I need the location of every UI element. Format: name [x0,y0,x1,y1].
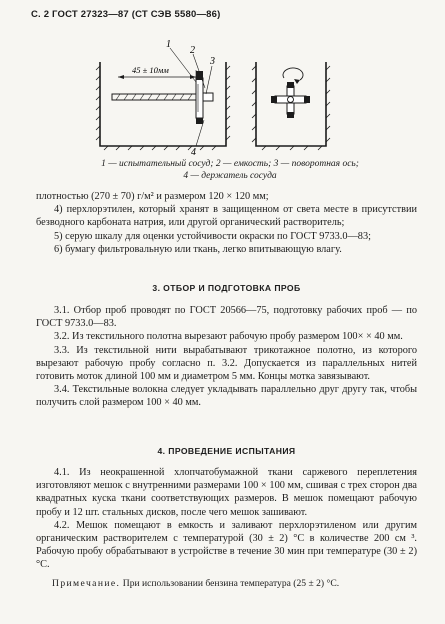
section-3-heading: 3. ОТБОР И ПОДГОТОВКА ПРОБ [152,283,301,293]
right-tank-diagram [252,62,330,150]
callout-3: 3 [210,56,215,67]
caption-line-2: 4 — держатель сосуда [183,171,277,181]
section-4-body [36,466,417,572]
page-header: С. 2 ГОСТ 27323—87 (СТ СЭВ 5580—86) [31,9,221,20]
note [52,578,422,589]
left-tank-diagram [96,39,230,158]
section-4-heading: 4. ПРОВЕДЕНИЕ ИСПЫТАНИЯ [157,446,296,456]
paragraph: 4) перхлорэтилен, который хранят в защищенном от света месте в присутствии безводного карбоната натрия, или другой органический растворитель; [36,204,417,229]
paragraph: 3.1. Отбор проб проводят по ГОСТ 20566—75, подготовку рабочих проб — по ГОСТ 9733.0—83. [36,305,417,330]
note-text: При использовании бензина температура (25 ± 2) °С. [122,578,340,589]
paragraph: 3.4. Текстильные волокна следует укладывать параллельно друг другу так, чтобы получить слой размером 100 × 40 мм. [36,384,417,409]
callout-2: 2 [190,45,195,56]
paragraph: 3.2. Из текстильного полотна вырезают рабочую пробу размером 100× × 40 мм. [54,331,403,343]
apparatus-figure [0,0,445,160]
section-3-body [36,304,417,410]
note-label: Примечание. [52,578,121,589]
paragraph: 4.1. Из неокрашенной хлопчатобумажной ткани саржевого переплетения изготовляют мешок с внутренними размерами 100 × 100 мм, сшивая с трех сторон два квадратных куска ткани соответствующих размеров. В мешок помещают рабочую пробу и 12 шт. стальных дисков, после чего мешок зашивают. [36,467,417,518]
figure-caption [60,158,400,182]
materials-continuation [36,190,417,256]
paragraph: 3.3. Из текстильной нити вырабатывают трикотажное полотно, из которого вырезают рабочую пробу согласно п. 3.2. Допускается из параллельных нитей готовить моток длиной 100 мм и диаметром 5 мм. Концы мотка завязывают. [36,344,417,383]
paragraph: плотностью (270 ± 70) г/м² и размером 120 × 120 мм; [36,191,269,202]
callout-1: 1 [166,39,171,50]
callout-4: 4 [191,147,196,158]
paragraph: 6) бумагу фильтровальную или ткань, легко впитывающую влагу. [54,243,342,255]
dimension-label: 45 ± 10мм [132,65,169,75]
caption-line-1: 1 — испытательный сосуд; 2 — емкость; 3 — поворотная ось; [101,159,359,169]
paragraph: 5) серую шкалу для оценки устойчивости окраски по ГОСТ 9733.0—83; [54,230,371,242]
paragraph: 4.2. Мешок помещают в емкость и заливают перхлорэтиленом или другим органическим растворителем с температурой (30 ± 2) °С в количестве 200 см ³. Рабочую пробу обрабатывают в устройстве в течение 30 мин при температуре (30 ± 2) °С. [36,519,417,571]
